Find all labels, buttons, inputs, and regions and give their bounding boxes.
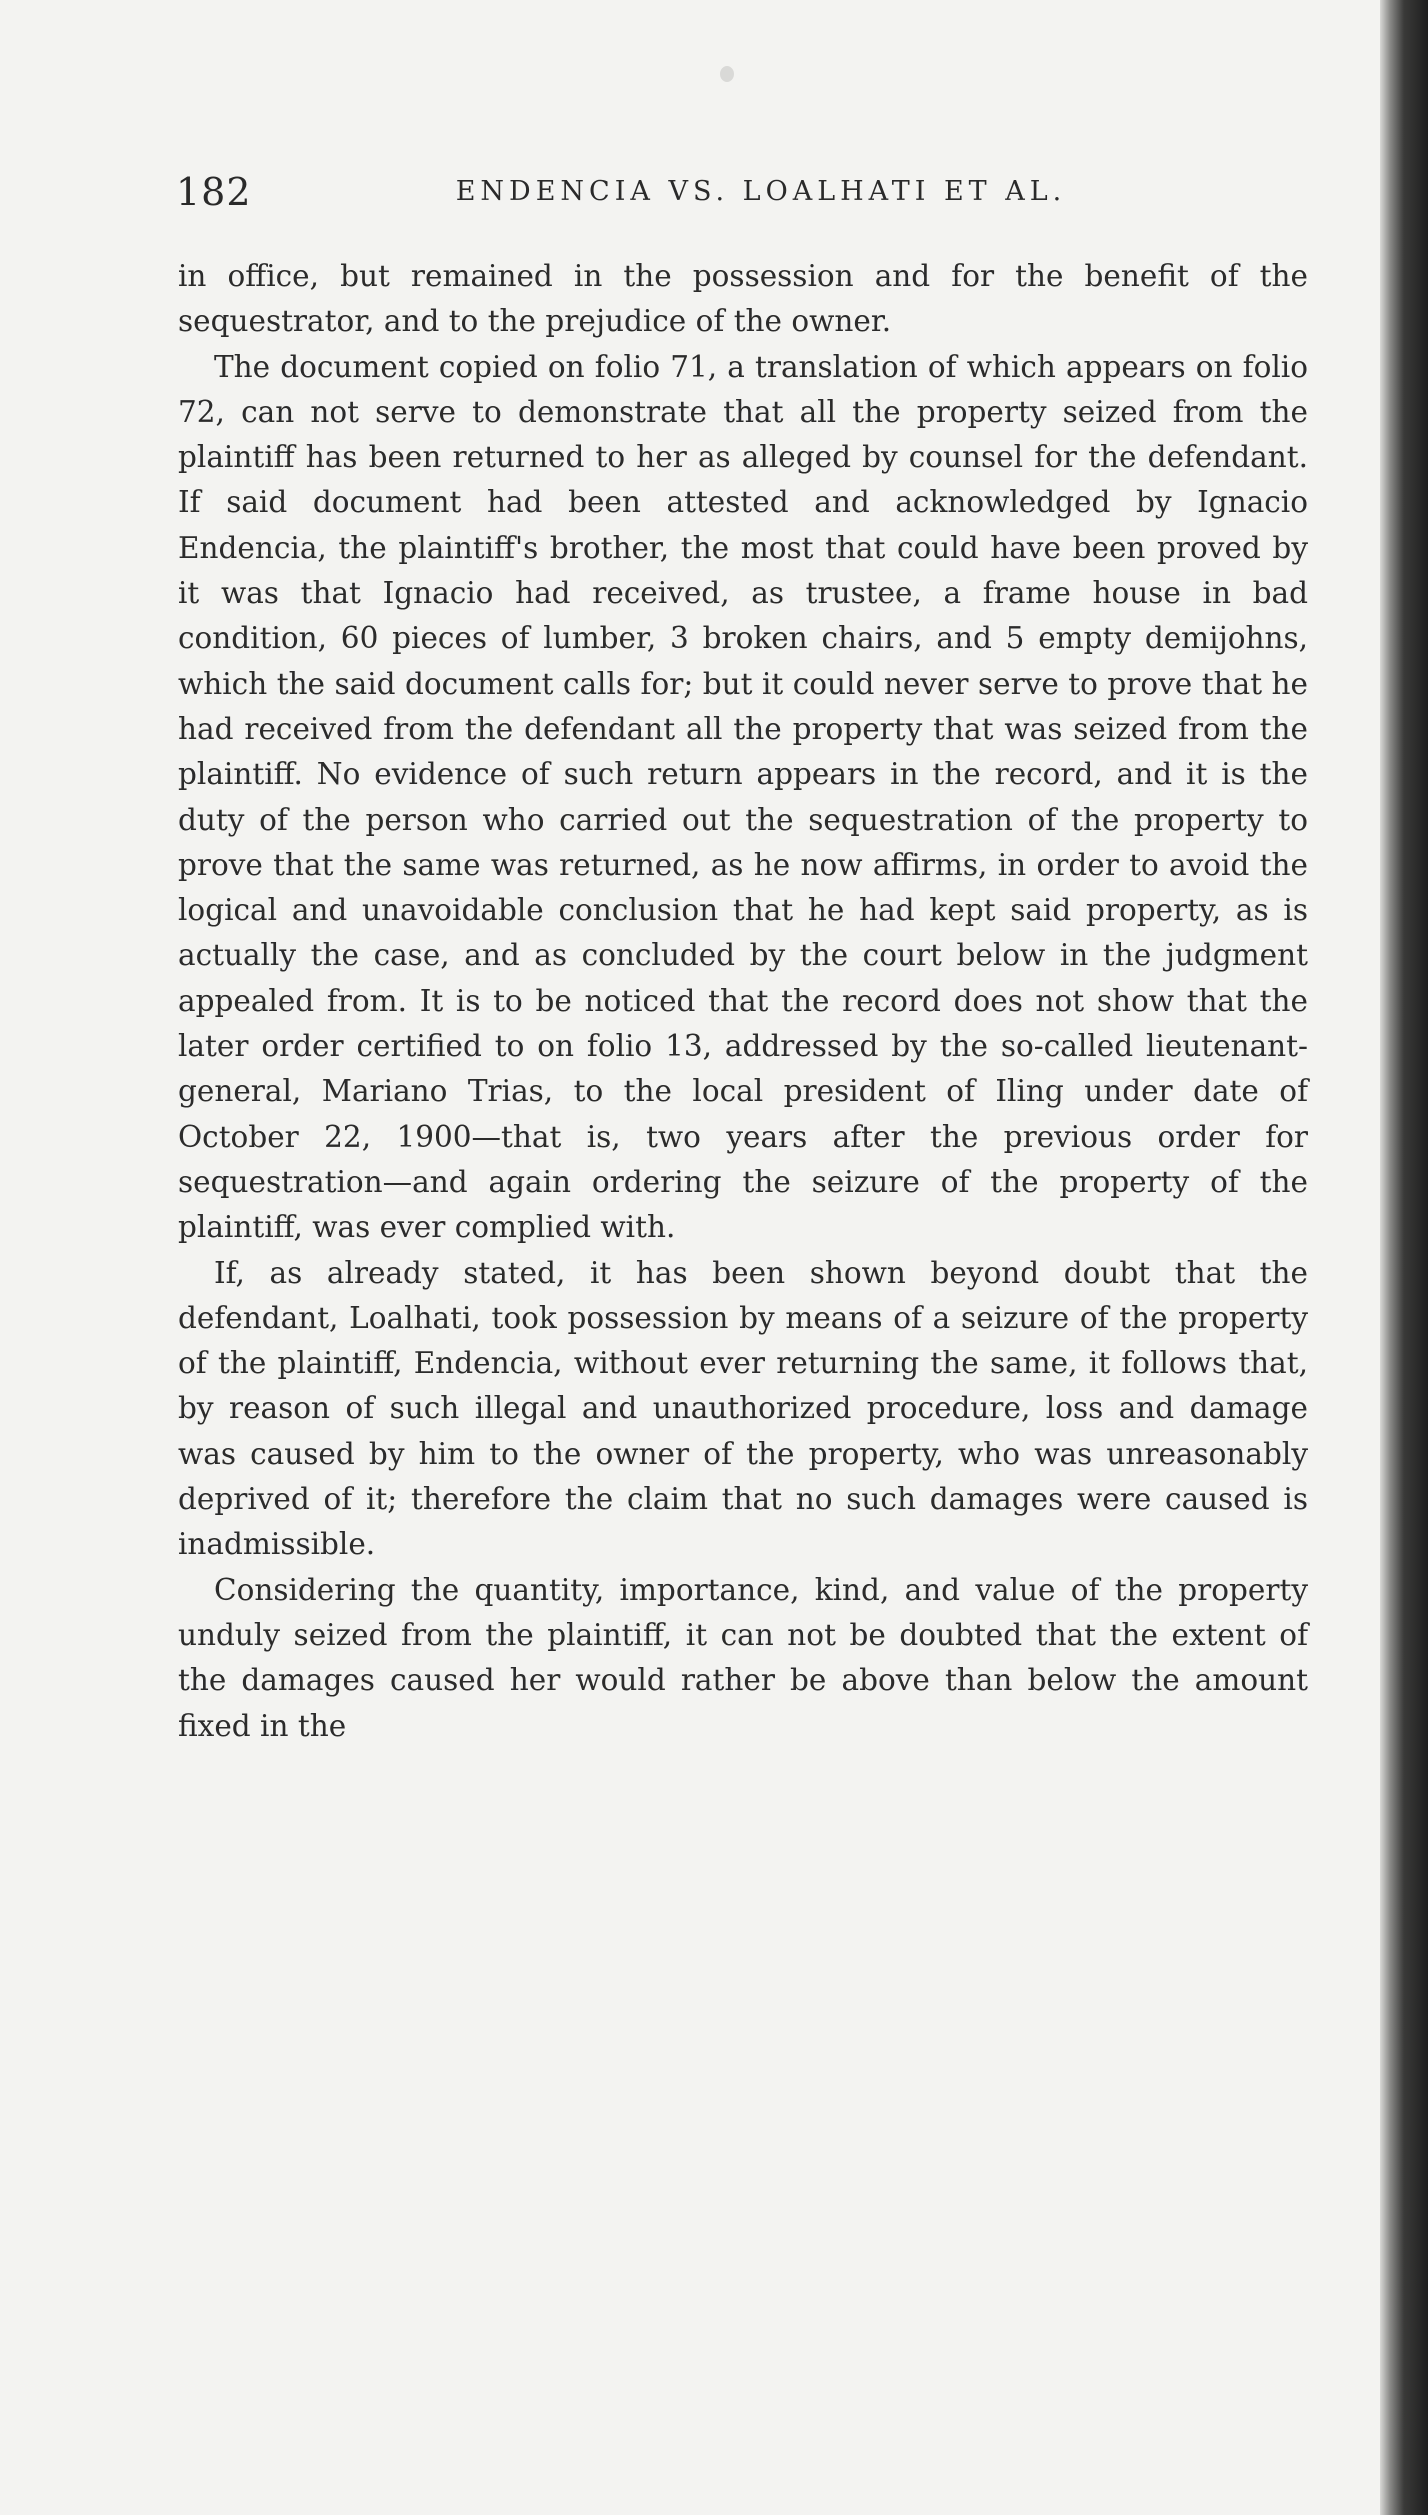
page-number: 182 xyxy=(176,170,252,214)
paragraph-damages-amount: Considering the quantity, importance, kind, and value of the property unduly seized from the plaintiff, it can not be doubted that the extent of the damages caused her would rather be above than below the amount fixed in the xyxy=(178,1572,1308,1743)
paragraph-damages-conclusion: If, as already stated, it has been shown beyond doubt that the defendant, Loalhati, took possession by means of a seizure of the property of the plaintiff, Endencia, without ever returning the same, it follows that, by reason of such illegal and unauthorized procedure, loss and damage was caused by him to the owner of the property, who was unreasonably deprived of it; therefore the claim that no such damages were caused is inadmissible. xyxy=(178,1255,1308,1562)
paper-speck xyxy=(720,66,734,82)
page-edge-shadow xyxy=(1380,0,1428,2515)
running-head: ENDENCIA VS. LOALHATI ET AL. xyxy=(455,176,1067,207)
paragraph-continuation: in office, but remained in the possession and for the benefit of the sequestrator, and to the prejudice of the owner. xyxy=(178,259,1308,339)
body-text xyxy=(178,254,1308,1749)
page-header xyxy=(176,170,1306,220)
paragraph-document-folio: The document copied on folio 71, a translation of which appears on folio 72, can not serve to demonstrate that all the property seized from the plaintiff has been returned to her as alleged by counsel for the defendant. If said document had been attested and acknowledged by Ignacio Endencia, the plaintiff's brother, the most that could have been proved by it was that Ignacio had received, as trustee, a frame house in bad condition, 60 pieces of lumber, 3 broken chairs, and 5 empty demijohns, which the said document calls for; but it could never serve to prove that he had received from the defendant all the property that was seized from the plaintiff. No evidence of such return appears in the record, and it is the duty of the person who carried out the sequestration of the property to prove that the same was returned, as he now affirms, in order to avoid the logical and unavoidable conclusion that he had kept said property, as is actually the case, and as concluded by the court below in the judgment appealed from. It is to be noticed that the record does not show that the later order certified to on folio 13, addressed by the so-called lieutenant-general, Mariano Trias, to the local president of Iling under date of October 22, 1900—that is, two years after the previous order for sequestration—and again ordering the seizure of the property of the plaintiff, was ever complied with. xyxy=(178,349,1308,1245)
